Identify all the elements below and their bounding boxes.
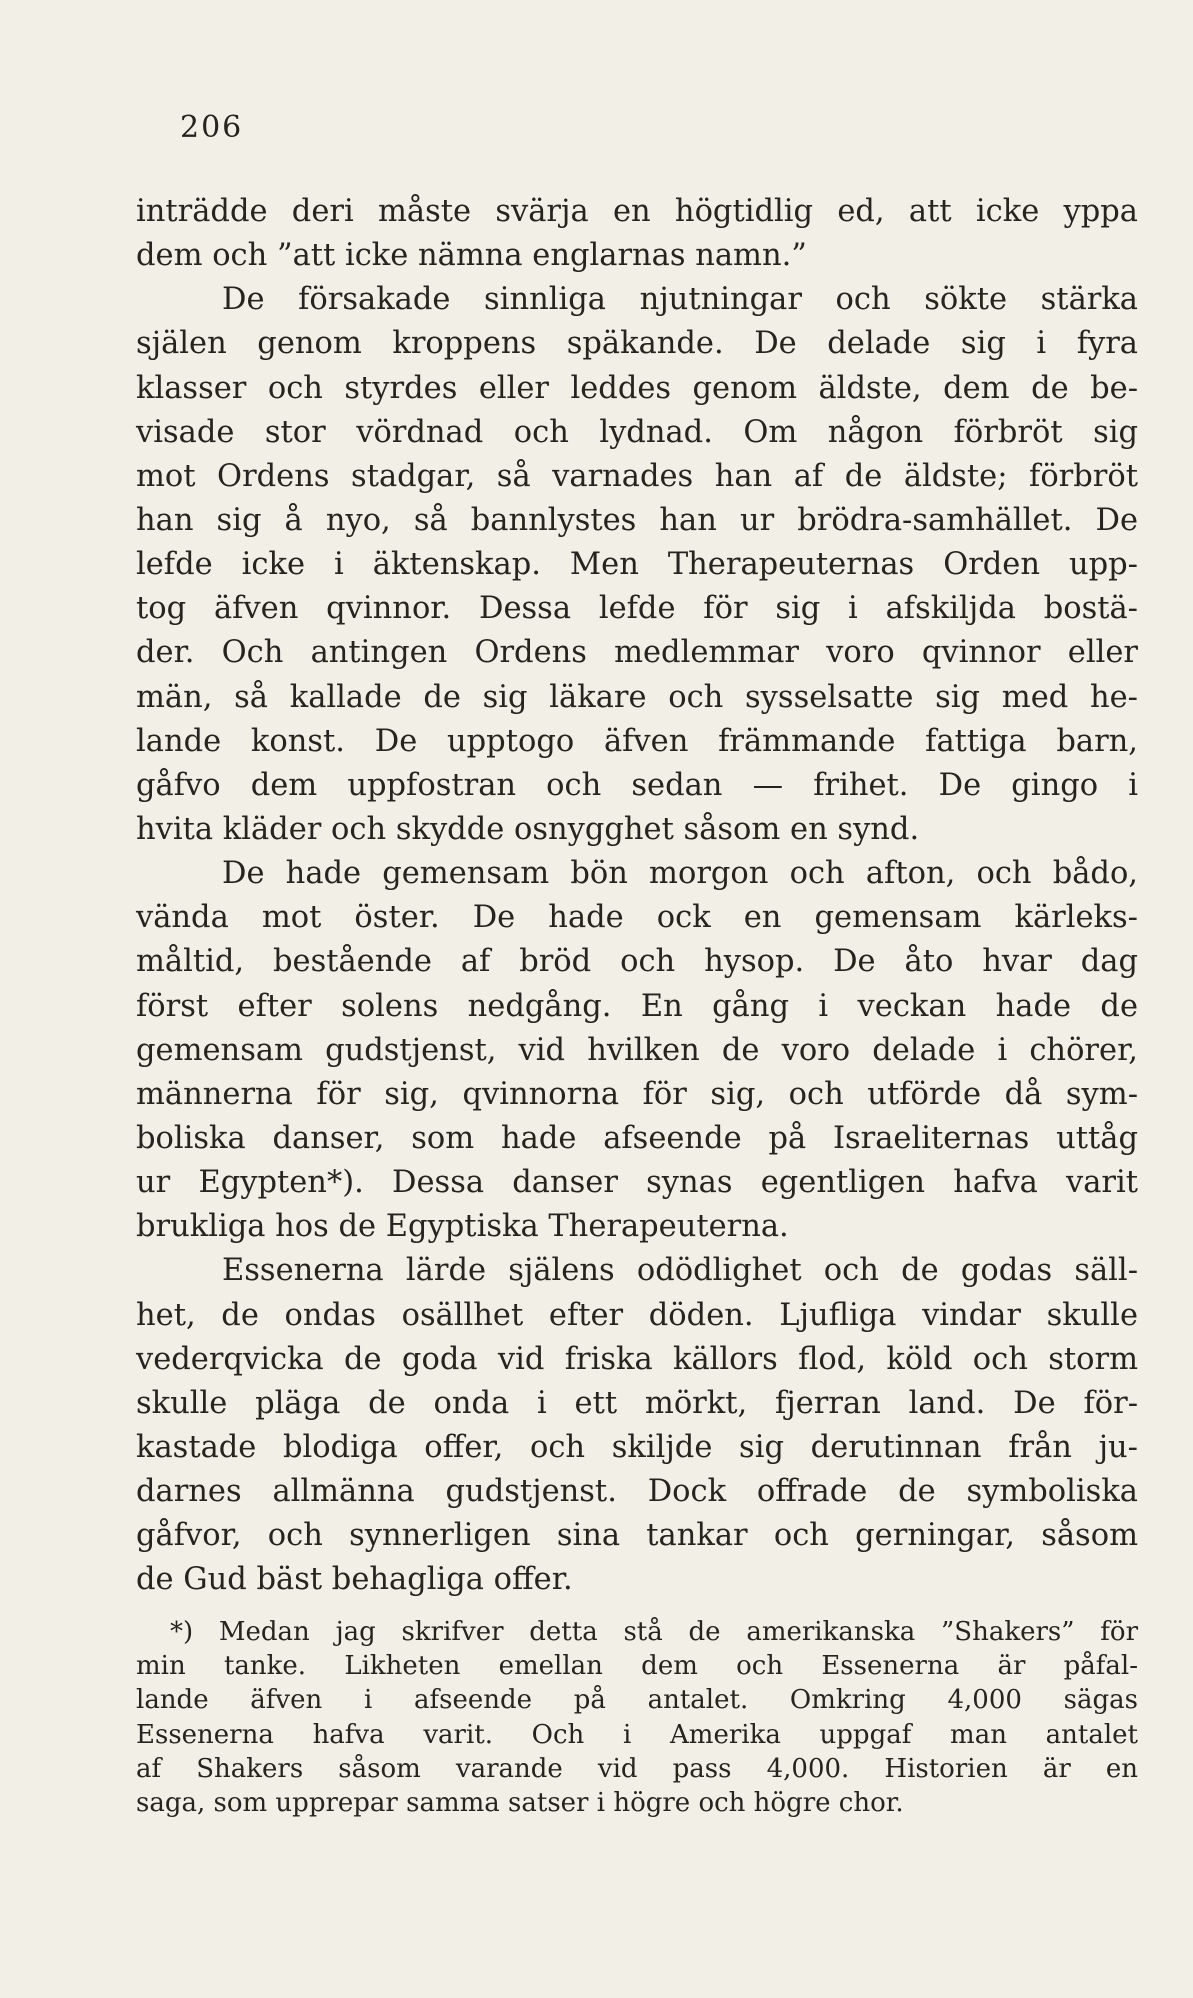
footnote-line: af Shakers såsom varande vid pass 4,000. Historien är en — [136, 1753, 1138, 1784]
text-line: gåfvo dem uppfostran och sedan — frihet. De gingo i — [136, 767, 1138, 803]
text-line: män, så kallade de sig läkare och sysselsatte sig med he- — [136, 679, 1138, 715]
text-line: männerna för sig, qvinnorna för sig, och utförde då sym- — [136, 1076, 1138, 1112]
text-line: mot Ordens stadgar, så varnades han af de äldste; förbröt — [136, 458, 1138, 494]
text-line: gåfvor, och synnerligen sina tankar och gerningar, såsom — [136, 1518, 1138, 1554]
text-line: lande konst. De upptogo äfven främmande fattiga barn, — [136, 723, 1138, 759]
text-line: ur Egypten*). Dessa danser synas egentligen hafva varit — [136, 1165, 1138, 1201]
text-line: själen genom kroppens späkande. De delade sig i fyra — [136, 326, 1138, 362]
footnote-line: *) Medan jag skrifver detta stå de amerikanska ”Shakers” för — [170, 1617, 1138, 1647]
text-line: kastade blodiga offer, och skiljde sig derutinnan från ju- — [136, 1429, 1138, 1465]
text-line: der. Och antingen Ordens medlemmar voro qvinnor eller — [136, 635, 1138, 671]
text-line: lefde icke i äktenskap. Men Therapeuternas Orden upp- — [136, 547, 1138, 583]
text-line: inträdde deri måste svärja en högtidlig ed, att icke yppa — [136, 194, 1138, 229]
text-line: vända mot öster. De hade ock en gemensam kärleks- — [136, 900, 1138, 936]
text-line: De försakade sinnliga njutningar och sökte stärka — [222, 282, 1138, 318]
text-line: gemensam gudstjenst, vid hvilken de voro delade i chörer, — [136, 1032, 1138, 1068]
text-line: vederqvicka de goda vid friska källors flod, köld och storm — [136, 1341, 1138, 1377]
text-line: Essenerna lärde själens odödlighet och de godas säll- — [222, 1253, 1138, 1289]
text-line: han sig å nyo, så bannlystes han ur brödra-samhället. De — [136, 502, 1138, 538]
text-line: darnes allmänna gudstjenst. Dock offrade de symboliska — [136, 1474, 1138, 1510]
text-line: dem och ”att icke nämna englarnas namn.” — [136, 238, 807, 274]
footnote-line: min tanke. Likheten emellan dem och Essenerna är påfal- — [136, 1651, 1138, 1682]
footnote-line: lande äfven i afseende på antalet. Omkring 4,000 sägas — [136, 1685, 1138, 1716]
text-line: först efter solens nedgång. En gång i veckan hade de — [136, 988, 1138, 1024]
text-line: de Gud bäst behagliga offer. — [136, 1562, 573, 1598]
text-line: hvita kläder och skydde osnygghet såsom en synd. — [136, 811, 920, 847]
text-line: klasser och styrdes eller leddes genom äldste, dem de be- — [136, 370, 1138, 406]
text-line: het, de ondas osällhet efter döden. Ljufliga vindar skulle — [136, 1297, 1138, 1333]
footnote-line: saga, som upprepar samma satser i högre och högre chor. — [136, 1787, 904, 1818]
text-line: De hade gemensam bön morgon och afton, och bådo, — [222, 856, 1138, 892]
text-line: tog äfven qvinnor. Dessa lefde för sig i afskiljda bostä- — [136, 591, 1138, 627]
page-number: 206 — [180, 110, 244, 145]
text-line: boliska danser, som hade afseende på Israeliternas uttåg — [136, 1120, 1138, 1156]
text-line: måltid, bestående af bröd och hysop. De åto hvar dag — [136, 944, 1138, 980]
body-text — [136, 190, 1138, 1603]
footnote — [136, 1615, 1138, 1820]
text-line: skulle pläga de onda i ett mörkt, fjerran land. De för- — [136, 1385, 1138, 1421]
text-line: brukliga hos de Egyptiska Therapeuterna. — [136, 1209, 789, 1245]
text-line: visade stor vördnad och lydnad. Om någon förbröt sig — [136, 414, 1138, 450]
footnote-line: Essenerna hafva varit. Och i Amerika uppgaf man antalet — [136, 1719, 1138, 1750]
